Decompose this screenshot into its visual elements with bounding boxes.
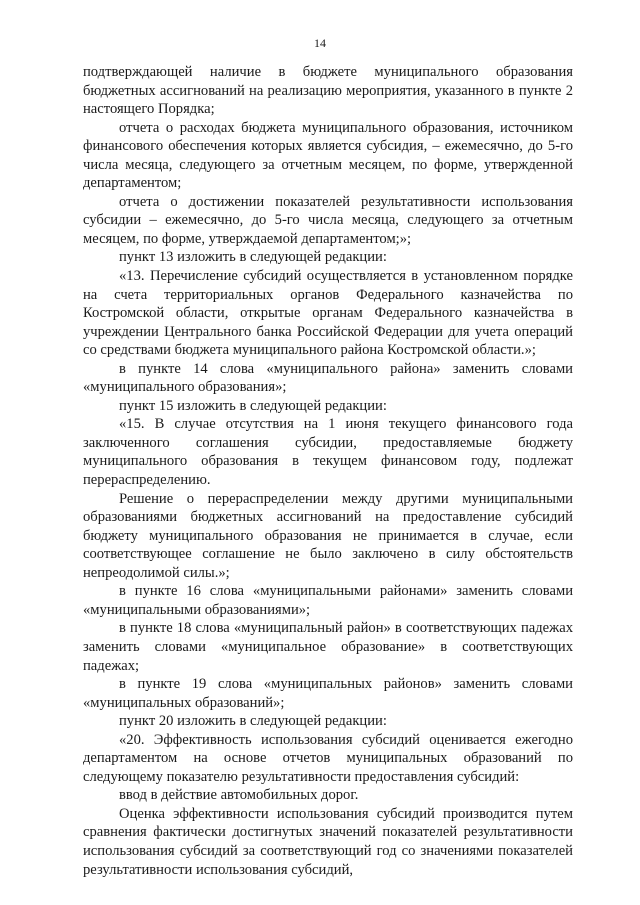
paragraph: пункт 20 изложить в следующей редакции:	[119, 713, 387, 730]
paragraph: «13. Перечисление субсидий осуществляется в установленном порядке на счета территориальных органов Федерального казначейства по Костромской области, открытые органам Федерального казначейства в учреждении Центрального банка Российской Федерации для учета операций со средствами бюджета муниципального района Костромской области.»;	[83, 268, 573, 359]
paragraph: Оценка эффективности использования субсидий производится путем сравнения фактически достигнутых значений показателей результативности использования субсидий за соответствующий год со значениями показателей результативности использования субсидий,	[83, 805, 573, 878]
paragraph: в пункте 14 слова «муниципального района» заменить словами «муниципального образования»;	[83, 360, 573, 396]
paragraph: в пункте 16 слова «муниципальными районами» заменить словами «муниципальными образованиями»;	[83, 583, 573, 618]
paragraph: подтверждающей наличие в бюджете муниципального образования бюджетных ассигнований на реализацию мероприятия, указанного в пункте 2 настоящего Порядка;	[83, 64, 573, 118]
paragraph: пункт 13 изложить в следующей редакции:	[119, 249, 387, 266]
page-number: 14	[314, 36, 326, 50]
paragraph: в пункте 19 слова «муниципальных районов» заменить словами «муниципальных образований»;	[83, 676, 573, 711]
paragraph: «15. В случае отсутствия на 1 июня текущего финансового года заключенного соглашения субсидии, предоставляемые бюджету муниципального образования в текущем финансовом году, подлежат перераспределению.	[83, 416, 573, 489]
paragraph: ввод в действие автомобильных дорог.	[119, 787, 359, 804]
paragraph: пункт 15 изложить в следующей редакции:	[119, 397, 387, 414]
paragraph: «20. Эффективность использования субсидий оценивается ежегодно департаментом на основе отчетов муниципальных образований по следующему показателю результативности предоставления субсидий:	[83, 731, 573, 785]
paragraph: отчета о расходах бюджета муниципального образования, источником финансового обеспечения которых является субсидия, – ежемесячно, до 5-го числа месяца, следующего за отчетным месяцем, по форме, утвержденной департаментом;	[83, 119, 573, 192]
paragraph: в пункте 18 слова «муниципальный район» в соответствующих падежах заменить словами «муниципальное образование» в соответствующих падежах;	[83, 620, 573, 674]
paragraph: отчета о достижении показателей результативности использования субсидии – ежемесячно, до 5-го числа месяца, следующего за отчетным месяцем, по форме, утверждаемой департаментом;»;	[83, 193, 573, 247]
paragraph: Решение о перераспределении между другими муниципальными образованиями бюджетных ассигнований на предоставление субсидий бюджету муниципального образования не принимается в случае, если соответствующее соглашение не было заключено в силу обстоятельств непреодолимой силы.»;	[83, 490, 573, 581]
document-body	[83, 63, 573, 879]
